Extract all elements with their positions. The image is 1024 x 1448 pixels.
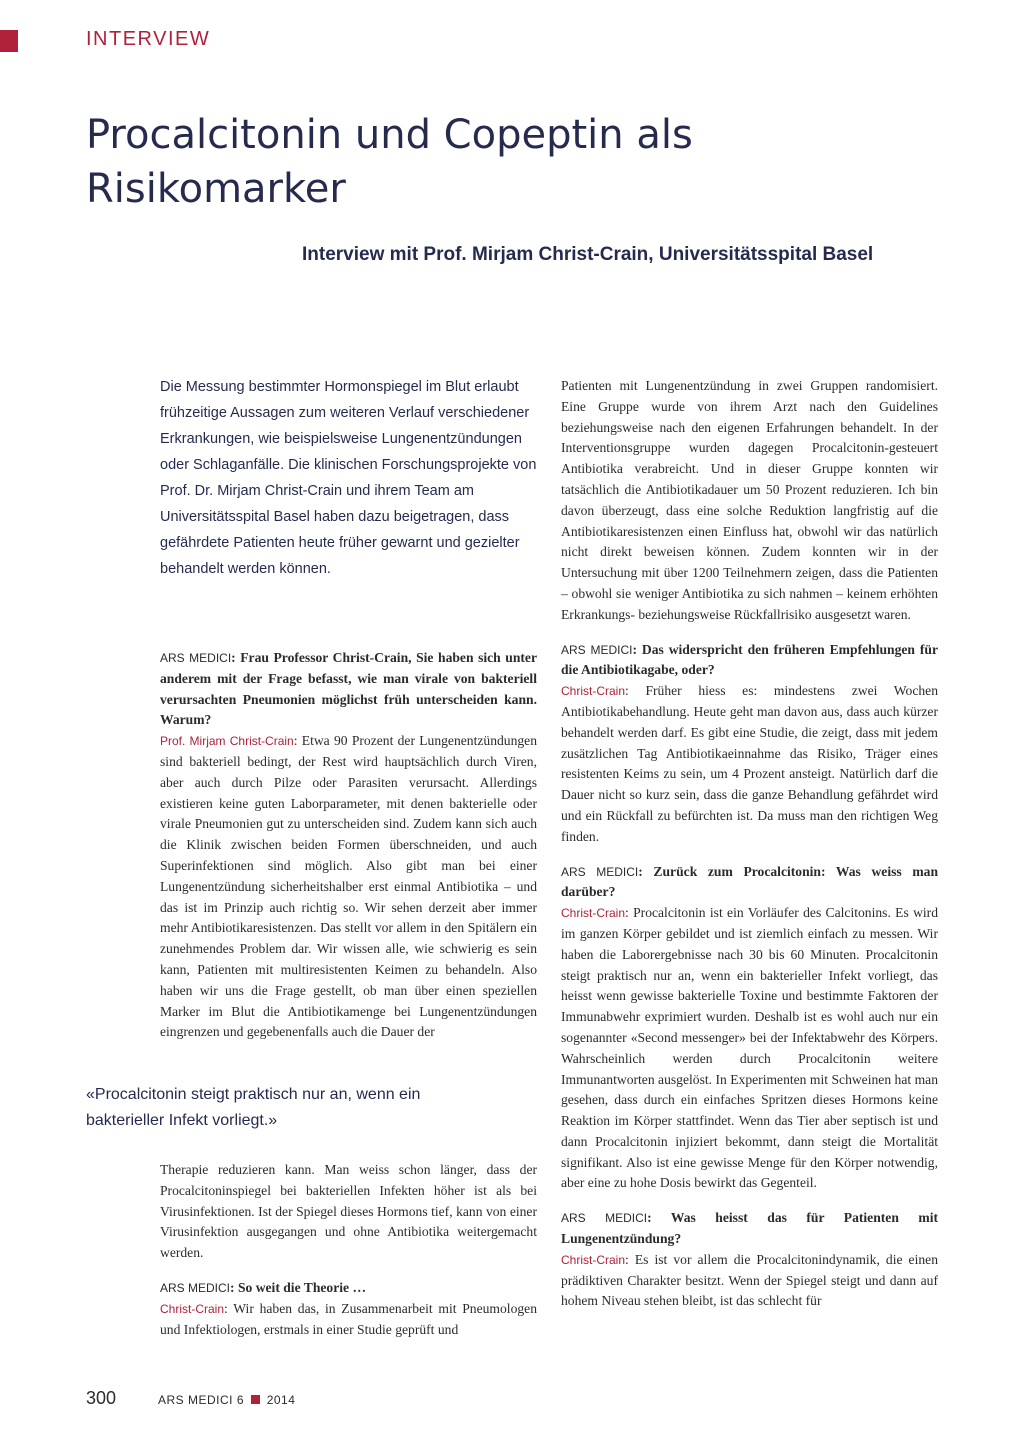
speaker-label: Christ-Crain [561, 684, 626, 699]
left-column-lower [160, 1160, 537, 1340]
answer-3 [561, 681, 938, 847]
question-3 [561, 640, 938, 682]
page-number: 300 [86, 1388, 117, 1408]
speaker-label: Christ-Crain [561, 906, 626, 921]
footer-square-icon [251, 1395, 260, 1404]
journal-year: 2014 [266, 1393, 296, 1407]
journal-info [158, 1393, 295, 1407]
answer-1 [160, 731, 537, 1043]
article-subtitle: Interview mit Prof. Mirjam Christ-Crain, Universitätsspital Basel [302, 244, 874, 265]
answer-text: : Es ist vor allem die Procalcitonindynamik, die einen prädiktiven Charakter besitzt. Wenn der Spiegel steigt und dann auf hohem Niveau stehen bleibt, ist das schlecht für [561, 1251, 938, 1309]
answer-5 [561, 1250, 938, 1312]
intro-paragraph: Patienten mit Lungenentzündung in zwei Gruppen randomisiert. Eine Gruppe wurde von ihrem Arzt nach den Guidelines beziehungsweise nach den eigenen Erfahrungen behandelt. In der Interventionsgruppe wurden dagegen Procalcitonin-gesteuert Antibiotika verabreicht. Und in dieser Gruppe konnten wir tatsächlich die Antibiotikadauer um 50 Prozent reduzieren. Ich bin davon überzeugt, dass eine solche Reduktion langfristig auf die Antibiotikaresistenzen einen Einfluss hat, obwohl wir das natürlich nicht direkt beweisen können. Zudem konnten wir in der Untersuchung mit über 1200 Teilnehmern zeigen, dass die Patienten – obwohl sie weniger Antibiotika zu sich nahmen – keinem erhöhten Erkrankungs- beziehungsweise Rückfallrisiko ausgesetzt waren. [561, 378, 938, 622]
question-tag: ARS MEDICI [561, 864, 639, 879]
left-column [160, 648, 537, 1043]
section-label: INTERVIEW [86, 28, 211, 50]
question-tag: ARS MEDICI [561, 1211, 648, 1226]
page-footer [86, 1388, 296, 1409]
continuation-paragraph: Therapie reduzieren kann. Man weiss schon länger, dass der Procalcitoninspiegel bei bakteriellen Infekten höher ist als bei Virusinfektionen. Ist der Spiegel dieses Hormons tief, kann von einer Virusinfektion ausgegangen und ohne Antibiotika weitergemacht werden. [160, 1162, 537, 1261]
question-tag: ARS MEDICI [160, 651, 232, 665]
speaker-label: Christ-Crain [561, 1252, 626, 1267]
question-tag: ARS MEDICI [160, 1280, 231, 1295]
question-1 [160, 648, 537, 731]
question-2 [160, 1278, 537, 1299]
answer-2 [160, 1299, 537, 1341]
speaker-label: Christ-Crain [160, 1301, 225, 1316]
question-text: : Das widerspricht den früheren Empfehlungen für die Antibiotikagabe, oder? [561, 641, 938, 678]
question-text: : Frau Professor Christ-Crain, Sie haben sich unter anderem mit der Frage befasst, wie man virale von bakteriell verursachten Pneumonien möglichst früh unterscheiden kann. Warum? [160, 650, 537, 728]
lead-paragraph: Die Messung bestimmter Hormonspiegel im Blut erlaubt frühzeitige Aussagen zum weiteren Verlauf verschiedener Erkrankungen, wie beispielsweise Lungenentzündungen oder Schlaganfälle. Die klinischen Forschungsprojekte von Prof. Dr. Mirjam Christ-Crain und ihrem Team am Universitätsspital Basel haben dazu beigetragen, dass gefährdete Patienten heute früher gewarnt und gezielter behandelt werden können. [160, 379, 537, 577]
article-title: Procalcitonin und Copeptin als Risikomarker [86, 112, 693, 212]
pull-quote: «Procalcitonin steigt praktisch nur an, wenn ein bakterieller Infekt vorliegt.» [86, 1086, 421, 1129]
question-text: : So weit die Theorie … [230, 1279, 367, 1295]
question-4 [561, 862, 938, 904]
speaker-label: Prof. Mirjam Christ-Crain [160, 734, 294, 749]
answer-text: : Procalcitonin ist ein Vorläufer des Calcitonins. Es wird im ganzen Körper gebildet und ist ziemlich einfach zu messen. Wir haben die Laborergebnisse nach 30 bis 60 Minuten. Procalcitonin steigt praktisch nur an, wenn ein bakterieller Infekt vorliegt, das heisst wenn gewisse bakterielle Toxine und bestimmte Faktoren der Immunabwehr exprimiert wurden. Deshalb ist es wohl auch nur ein sogenannter «Second messenger» bei der Infektabwehr des Körpers. Wahrscheinlich werden durch Procalcitonin weitere Immunantworten ausgelöst. In Experimenten mit Schweinen hat man gesehen, dass durch ein einfaches Spritzen dieses Hormons keine Reaktion im Körper stattfindet. Wenn das Tier aber septisch ist und dann Procalcitonin injiziert bekommt, dann steigt die Mortalität signifikant. Also ist eine gewisse Menge für den Körper notwendig, aber eine zu hohe Dosis bewirkt das Gegenteil. [561, 905, 938, 1191]
question-text: : Was heisst das für Patienten mit Lungenentzündung? [561, 1210, 938, 1247]
answer-text: : Etwa 90 Prozent der Lungenentzündungen sind bakteriell bedingt, der Rest wird hauptsächlich durch Viren, aber auch durch Pilze oder Parasiten verursacht. Allerdings existieren keine guten Laborparameter, mit denen bakterielle oder virale Pneumonien gut zu unterscheiden sind. Zudem kann sich auch die Klinik zwischen beiden Formen überschneiden, und auch Superinfektionen sind möglich. Also gibt man bei einer Lungenentzündung sicherheitshalber erst einmal Antibiotika – und das ist im Prinzip auch richtig so. Wir sehen derzeit aber immer mehr Antibiotikaresistenzen. Das stellt vor allem in den Spitälern ein zunehmendes Problem dar. Wir wissen alle, wie schwierig es sein kann, Patienten mit multiresistenten Keimen zu behandeln. Also haben wir uns die Frage gestellt, ob man über einen speziellen Marker im Blut die Antibiotikamenge bei Lungenentzündungen eingrenzen und gegebenenfalls auch die Dauer der [160, 733, 538, 1040]
answer-text: : Früher hiess es: mindestens zwei Wochen Antibiotikabehandlung. Heute geht man davon aus, dass auch kürzer behandelt werden darf. Es gibt eine Studie, die zeigt, dass mit jedem zusätzlichen Tag Antibiotikaeinnahme das Risiko, Träger eines resistenten Keims zu sein, um 4 Prozent ansteigt. Natürlich darf die Dauer nicht so kurz sein, dass die ganze Behandlung gefährdet wird und ein Rückfall zu befürchten ist. Da muss man den richtigen Weg finden. [561, 683, 938, 844]
section-marker [0, 30, 18, 52]
answer-text: : Wir haben das, in Zusammenarbeit mit Pneumologen und Infektiologen, erstmals in einer Studie geprüft und [160, 1300, 537, 1337]
answer-4 [561, 903, 938, 1194]
question-5 [561, 1208, 938, 1250]
journal-name: ARS MEDICI 6 [158, 1393, 245, 1407]
question-tag: ARS MEDICI [561, 642, 633, 657]
question-text: : Zurück zum Procalcitonin: Was weiss man darüber? [561, 863, 939, 900]
right-column [561, 376, 938, 1312]
